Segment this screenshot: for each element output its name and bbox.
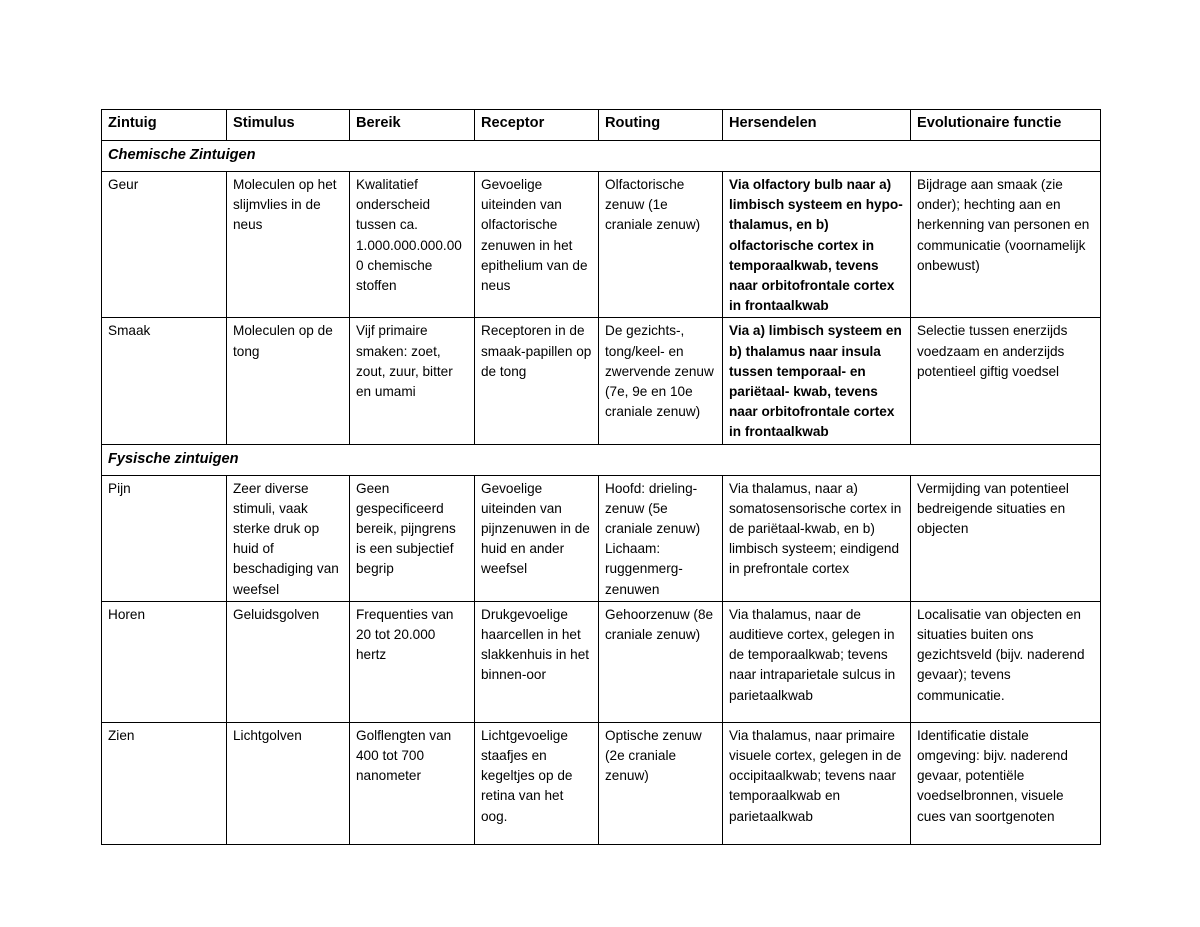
header-row xyxy=(102,110,1101,141)
cell-routing: Optische zenuw (2e craniale zenuw) xyxy=(599,722,723,844)
table-row-smaak xyxy=(102,318,1101,444)
cell-stimulus: Moleculen op de tong xyxy=(227,318,350,444)
cell-functie: Selectie tussen enerzijds voedzaam en anderzijds potentieel giftig voedsel xyxy=(911,318,1101,444)
section-row-fysisch xyxy=(102,444,1101,475)
header-stimulus: Stimulus xyxy=(227,110,350,141)
cell-routing: Gehoorzenuw (8e craniale zenuw) xyxy=(599,601,723,722)
cell-bereik: Golflengten van 400 tot 700 nanometer xyxy=(350,722,475,844)
cell-stimulus: Zeer diverse stimuli, vaak sterke druk op huid of beschadiging van weefsel xyxy=(227,475,350,601)
cell-bereik: Vijf primaire smaken: zoet, zout, zuur, bitter en umami xyxy=(350,318,475,444)
cell-hersendelen: Via a) limbisch systeem en b) thalamus naar insula tussen temporaal- en pariëtaal- kwab, tevens naar orbitofrontale cortex in frontaalkwab xyxy=(723,318,911,444)
section-row-chemisch xyxy=(102,141,1101,172)
cell-routing: De gezichts-, tong/keel- en zwervende zenuw (7e, 9e en 10e craniale zenuw) xyxy=(599,318,723,444)
cell-bereik: Kwalitatief onderscheid tussen ca. 1.000.000.000.000 chemische stoffen xyxy=(350,172,475,318)
cell-functie: Localisatie van objecten en situaties buiten ons gezichtsveld (bijv. naderend gevaar); tevens communicatie. xyxy=(911,601,1101,722)
table-row-geur xyxy=(102,172,1101,318)
cell-zintuig: Pijn xyxy=(102,475,227,601)
header-evolutionaire-functie: Evolutionaire functie xyxy=(911,110,1101,141)
cell-hersendelen: Via thalamus, naar primaire visuele cortex, gelegen in de occipitaalkwab; tevens naar temporaalkwab en parietaalkwab xyxy=(723,722,911,844)
section-title: Fysische zintuigen xyxy=(102,444,1101,475)
cell-zintuig: Geur xyxy=(102,172,227,318)
senses-table xyxy=(101,109,1101,845)
cell-stimulus: Moleculen op het slijmvlies in de neus xyxy=(227,172,350,318)
cell-stimulus: Geluidsgolven xyxy=(227,601,350,722)
cell-functie: Bijdrage aan smaak (zie onder); hechting aan en herkenning van personen en communicatie (voornamelijk onbewust) xyxy=(911,172,1101,318)
cell-functie: Vermijding van potentieel bedreigende situaties en objecten xyxy=(911,475,1101,601)
cell-routing: Hoofd: drieling-zenuw (5e craniale zenuw) Lichaam: ruggenmerg-zenuwen xyxy=(599,475,723,601)
table-row-zien xyxy=(102,722,1101,844)
cell-hersendelen: Via thalamus, naar de auditieve cortex, gelegen in de temporaalkwab; tevens naar intraparietale sulcus in parietaalkwab xyxy=(723,601,911,722)
cell-zintuig: Smaak xyxy=(102,318,227,444)
cell-receptor: Gevoelige uiteinden van pijnzenuwen in de huid en ander weefsel xyxy=(475,475,599,601)
header-bereik: Bereik xyxy=(350,110,475,141)
cell-receptor: Lichtgevoelige staafjes en kegeltjes op de retina van het oog. xyxy=(475,722,599,844)
cell-bereik: Frequenties van 20 tot 20.000 hertz xyxy=(350,601,475,722)
header-receptor: Receptor xyxy=(475,110,599,141)
table-row-horen xyxy=(102,601,1101,722)
cell-zintuig: Horen xyxy=(102,601,227,722)
cell-stimulus: Lichtgolven xyxy=(227,722,350,844)
cell-receptor: Receptoren in de smaak-papillen op de tong xyxy=(475,318,599,444)
header-hersendelen: Hersendelen xyxy=(723,110,911,141)
cell-bereik: Geen gespecificeerd bereik, pijngrens is een subjectief begrip xyxy=(350,475,475,601)
cell-routing: Olfactorische zenuw (1e craniale zenuw) xyxy=(599,172,723,318)
cell-receptor: Drukgevoelige haarcellen in het slakkenhuis in het binnen-oor xyxy=(475,601,599,722)
cell-receptor: Gevoelige uiteinden van olfactorische zenuwen in het epithelium van de neus xyxy=(475,172,599,318)
cell-hersendelen: Via thalamus, naar a) somatosensorische cortex in de pariëtaal-kwab, en b) limbisch systeem; eindigend in prefrontale cortex xyxy=(723,475,911,601)
cell-functie: Identificatie distale omgeving: bijv. naderend gevaar, potentiële voedselbronnen, visuele cues van soortgenoten xyxy=(911,722,1101,844)
table-row-pijn xyxy=(102,475,1101,601)
section-title: Chemische Zintuigen xyxy=(102,141,1101,172)
header-routing: Routing xyxy=(599,110,723,141)
cell-hersendelen: Via olfactory bulb naar a) limbisch systeem en hypo-thalamus, en b) olfactorische cortex in temporaalkwab, tevens naar orbitofrontale cortex in frontaalkwab xyxy=(723,172,911,318)
header-zintuig: Zintuig xyxy=(102,110,227,141)
cell-zintuig: Zien xyxy=(102,722,227,844)
